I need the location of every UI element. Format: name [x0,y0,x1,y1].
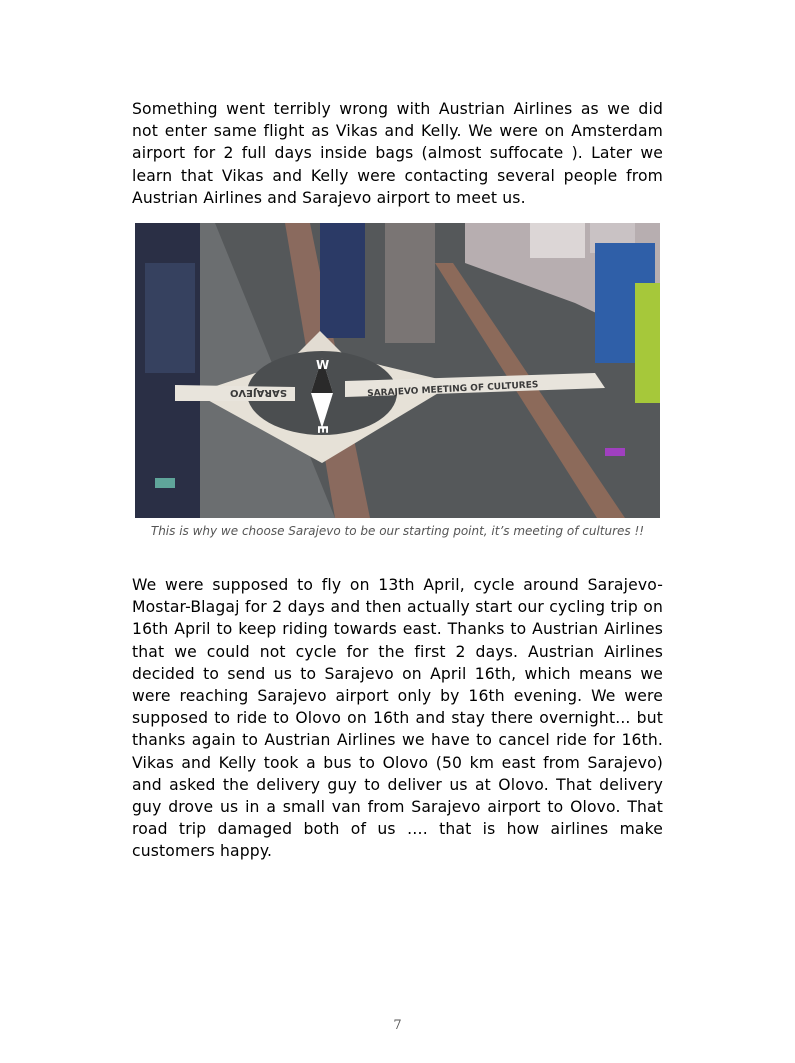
sign-left-text: SARAJEVO [230,387,287,398]
photo-caption: This is why we choose Sarajevo to be our starting point, it’s meeting of cultures !! [150,524,645,538]
paragraph-main: We were supposed to fly on 13th April, cycle around Sarajevo-Mostar-Blagaj for 2 days and then actually start our cycling trip on 16th April to keep riding towards east. Thanks to Austrian Airlines that we could not cycle for the first 2 days. Austrian Airlines decided to send us to Sarajevo on April 16th, which means we were reaching Sarajevo airport only by 16th evening. We were supposed to ride to Olovo on 16th and stay there overnight... but thanks again to Austrian Airlines we have to cancel ride for 16th. Vikas and Kelly took a bus to Olovo (50 km east from Sarajevo) and asked the delivery guy to deliver us at Olovo. That delivery guy drove us in a small van from Sarajevo airport to Olovo. That road trip damaged both of us …. that is how airlines make customers happy. [132,576,663,861]
page-number: 7 [393,1018,402,1033]
street-photo [135,223,660,518]
compass-e-letter: E [314,425,329,434]
paragraph-intro: Something went terribly wrong with Austrian Airlines as we did not enter same flight as Vikas and Kelly. We were on Amsterdam airport for 2 full days inside bags (almost suffocate ). Later we learn that Vikas and Kelly were contacting several people from Austrian Airlines and Sarajevo airport to meet us. [132,100,663,207]
sign-right-text: SARAJEVO MEETING OF CULTURES [366,380,539,400]
compass-w-letter: W [316,358,330,372]
